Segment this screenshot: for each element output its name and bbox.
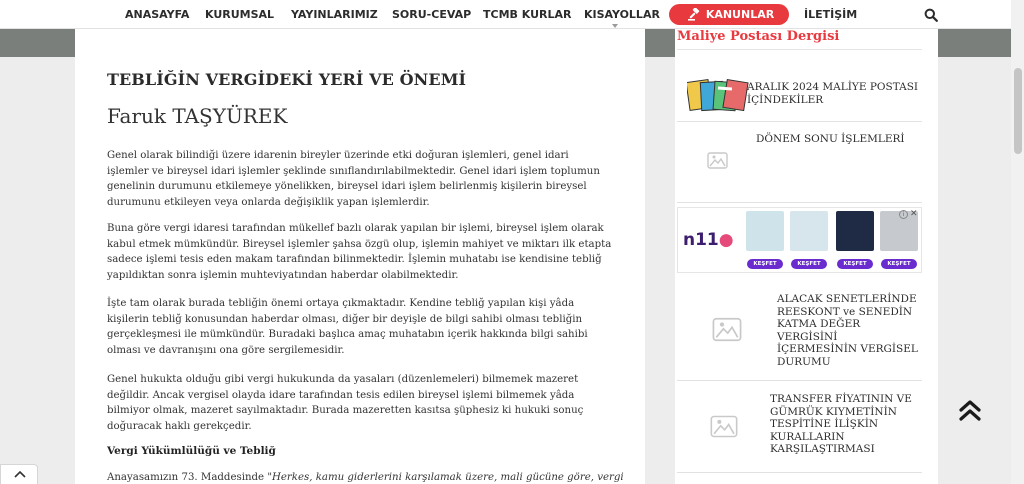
article-author: Faruk TAŞYÜREK	[107, 104, 288, 128]
sidebar-title-divider	[677, 49, 922, 50]
gavel-icon	[688, 8, 701, 21]
nav-kisayollar[interactable]: KISAYOLLAR	[584, 8, 660, 21]
nav-yayinlarimiz[interactable]: YAYINLARIMIZ	[291, 8, 378, 21]
article-paragraph-1: Genel olarak bilindiği üzere idarenin bireyler üzerinde etki doğuran işlemleri, genel idari işlemler ve bireysel idari işlemler şeklinde sınıflandırılabilmektedir. Genel idari işlem toplumun genelinin durumunu etkilemeye yönelikken, bireysel idari işlem belirlenmiş kişilerin bireysel durumunu etkileyen veya onlarda değişiklik yapan işlemlerdir.	[107, 150, 600, 208]
ad-product-desk[interactable]	[746, 211, 784, 251]
ad-product-mouse[interactable]	[836, 211, 874, 251]
sidebar-title: Maliye Postası Dergisi	[677, 29, 840, 44]
sidebar-divider	[677, 380, 922, 381]
ad-brand: n11	[683, 230, 719, 250]
nav-anasayfa[interactable]: ANASAYFA	[125, 8, 190, 21]
article-title: TEBLİĞİN VERGİDEKİ YERİ VE ÖNEMİ	[107, 70, 467, 89]
ad-discover-button[interactable]: KEŞFET	[791, 259, 827, 269]
ad-product-desk-2[interactable]	[790, 211, 828, 251]
ad-discover-button[interactable]: KEŞFET	[881, 259, 917, 269]
advertisement-banner[interactable]	[677, 207, 922, 273]
article-paragraph-4: Genel hukukta olduğu gibi vergi hukukunda da yasaları (düzenlemeleri) bilmemek mazeret değildir. Ancak vergisel olayda idare tarafından tesis edilen bireysel işlemi bilmemek yâda bilmiyor olmak, mazeret sayılmaktadır. Burada mazeretten kasıtsa şüphesiz ki hukuki sonuç doğuracak haklı gerekçedir.	[107, 374, 584, 432]
sidebar-divider	[677, 202, 922, 203]
ad-discover-button[interactable]: KEŞFET	[747, 259, 783, 269]
chevron-up-icon	[14, 470, 26, 478]
article-card	[75, 29, 645, 484]
sidebar-post-link-3[interactable]: ALACAK SENETLERİNDE REESKONT ve SENEDİN KATMA DEĞER VERGİSİNİ İÇERMESİNİN VERGİSEL DURUMU	[777, 293, 918, 368]
kisayollar-dropdown-caret-icon	[612, 24, 618, 28]
n11-logo	[683, 230, 734, 250]
article-subheading: Vergi Yükümlülüğü ve Tebliğ	[107, 445, 276, 457]
image-placeholder-icon	[710, 415, 738, 438]
sidebar-post-link-4[interactable]: TRANSFER FİYATININ VE GÜMRÜK KIYMETİNİN TESPİTİNE İLİŞKİN KURALLARIN KARŞILAŞTIRMASI	[770, 393, 912, 455]
nav-tcmb-kurlar[interactable]: TCMB KURLAR	[483, 8, 572, 21]
magazine-cover-thumbnail[interactable]	[687, 79, 749, 113]
ad-info-icon[interactable]: i	[899, 210, 908, 219]
ad-logo-dot: ●	[718, 230, 734, 250]
ad-close-icon[interactable]: ✕	[910, 209, 918, 219]
article-paragraph-5-prefix: Anayasamızın 73. Maddesinde "	[107, 472, 273, 483]
nav-kanunlar-button[interactable]	[669, 4, 789, 25]
back-to-top-icon[interactable]	[957, 398, 983, 424]
top-navigation	[0, 0, 1024, 29]
search-icon[interactable]	[924, 8, 938, 22]
nav-iletisim[interactable]: İLETİŞİM	[804, 8, 858, 21]
collapse-toggle-button[interactable]	[0, 464, 38, 484]
article-paragraph-5-quote: Herkes, kamu giderlerini karşılamak üzere, mali gücüne göre, vergi	[272, 472, 624, 483]
nav-kanunlar-label: KANUNLAR	[705, 8, 775, 21]
nav-soru-cevap[interactable]: SORU-CEVAP	[392, 8, 472, 21]
image-placeholder-icon	[707, 152, 728, 169]
sidebar-post-link-1[interactable]: ARALIK 2024 MALİYE POSTASI İÇİNDEKİLER	[747, 81, 919, 106]
image-placeholder-icon	[712, 317, 742, 342]
article-paragraph-5	[107, 470, 624, 484]
sidebar-post-link-2[interactable]: DÖNEM SONU İŞLEMLERİ	[756, 133, 905, 145]
sidebar-divider	[677, 121, 922, 122]
article-paragraph-3: İşte tam olarak burada tebliğin önemi ortaya çıkmaktadır. Kendine tebliğ yapılan kişi yâda kişilerin tebliğ konusundan haberdar olması, diğer bir deyişle de bilgi sahibi olması tebliğin gerçekleşmesi ile mümkündür. Buradaki başlıca amaç muhatabın içerik hakkında bilgi sahibi olması ve davranışını ona göre sergilemesidir.	[107, 298, 588, 356]
sidebar-divider	[677, 472, 922, 473]
article-paragraph-2: Buna göre vergi idaresi tarafından mükellef bazlı olarak yapılan bir işlemi, bireysel işlem olarak kabul etmek mümkündür. Bireysel işlemler şahsa özgü olup, işlemin mahiyet ve miktarı ilk etapta sadece işlemi tesis eden makam tarafından bilinmektedir. İşlemin muhatabı ise kendisine tebliğ yapıldıktan sonra işlemin muhteviyatından haberdar olabilmektedir.	[107, 223, 612, 281]
ad-discover-button[interactable]: KEŞFET	[837, 259, 873, 269]
page-scrollbar-thumb[interactable]	[1014, 68, 1022, 154]
nav-kurumsal[interactable]: KURUMSAL	[205, 8, 275, 21]
